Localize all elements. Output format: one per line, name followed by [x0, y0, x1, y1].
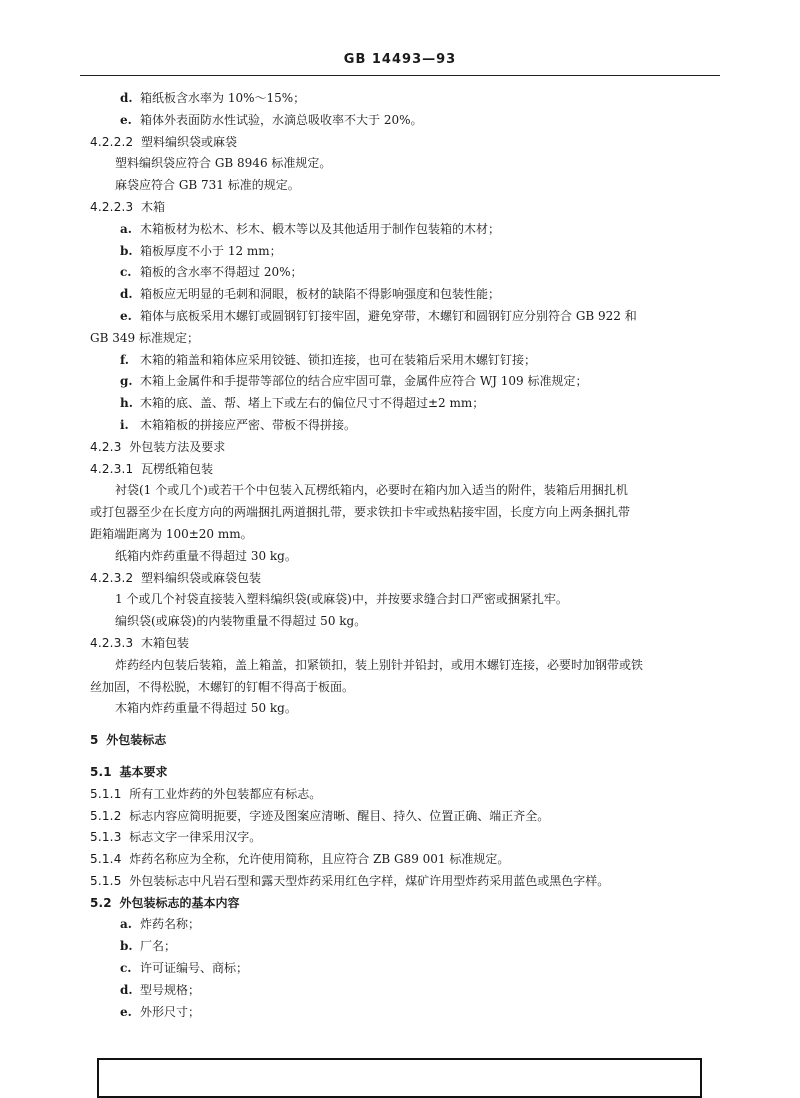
line-text: 塑料编织袋或麻袋 [141, 134, 238, 149]
list-item [90, 936, 730, 958]
line-text: 木箱 [141, 199, 166, 214]
document-body [90, 88, 730, 1023]
page-header-standard-number: GB 14493—93 [343, 52, 457, 67]
clause-line [90, 197, 730, 219]
line-text: 箱体外表面防水性试验，水滴总吸收率不大于 20%。 [140, 112, 423, 127]
clause-number: 5.1 [90, 764, 112, 779]
line-text: 木箱包装 [141, 635, 190, 650]
list-item-label: e. [120, 1004, 132, 1019]
clause-line [90, 730, 730, 752]
line-text: 箱体与底板采用木螺钉或圆钢钉钉接牢固，避免穿带，木螺钉和圆钢钉应分别符合 GB 922 和 [140, 308, 637, 323]
line-text: 塑料编织袋应符合 GB 8946 标准规定。 [115, 156, 332, 171]
clause-number: 4.2.3.2 [90, 570, 134, 585]
clause-number: 5 [90, 733, 99, 748]
clause-line [90, 871, 730, 893]
list-item [90, 1002, 730, 1024]
line-text: 瓦楞纸箱包装 [141, 461, 214, 476]
clause-number: 5.1.4 [90, 852, 122, 867]
line-text: 塑料编织袋或麻袋包装 [141, 570, 262, 585]
list-item [90, 980, 730, 1002]
line-text: 木箱上金属件和手提带等部位的结合应牢固可靠，金属件应符合 WJ 109 标准规定； [140, 374, 588, 389]
text-line [90, 524, 730, 546]
clause-number: 5.1.3 [90, 830, 122, 845]
line-text: 外形尺寸； [140, 1004, 201, 1019]
clause-number: 5.1.1 [90, 786, 122, 801]
list-item-label: b. [120, 243, 133, 258]
list-item-label: d. [120, 91, 133, 105]
section-heading: 外包装标志 [106, 733, 167, 748]
line-text: 外包装标志中凡岩石型和露天型炸药采用红色字样，煤矿许用型炸药采用蓝色或黑色字样。 [129, 873, 610, 888]
clause-number: 4.2.3.1 [90, 461, 134, 476]
clause-line [90, 849, 730, 871]
list-item-label: d. [120, 982, 133, 997]
list-item-label: e. [120, 308, 132, 323]
list-item [90, 393, 730, 415]
clause-line [90, 633, 730, 655]
line-text: 距箱端距离为 100±20 mm。 [90, 526, 253, 541]
list-item-label: b. [120, 939, 133, 954]
line-text: 箱纸板含水率为 10%～15%； [140, 91, 306, 105]
text-line [90, 698, 730, 720]
clause-number: 4.2.2.3 [90, 199, 134, 214]
clause-number: 4.2.3 [90, 439, 122, 454]
text-line [90, 677, 730, 699]
line-text: 麻袋应符合 GB 731 标准的规定。 [115, 178, 300, 193]
clause-number: 5.1.5 [90, 873, 122, 888]
text-line [90, 328, 730, 350]
spacer [133, 636, 141, 650]
list-item [90, 262, 730, 284]
line-text: 衬袋(1 个或几个)或若干个中包装入瓦楞纸箱内，必要时在箱内加入适当的附件，装箱后用捆扎机 [115, 483, 628, 498]
clause-line [90, 784, 730, 806]
line-text: 箱板应无明显的毛刺和洞眼，板材的缺陷不得影响强度和包装性能； [140, 287, 501, 302]
clause-line [90, 132, 730, 154]
list-item [90, 110, 730, 132]
line-text: 许可证编号、商标； [140, 961, 249, 976]
line-text: 木箱板材为松木、杉木、椴木等以及其他适用于制作包装箱的木材； [140, 221, 501, 236]
list-item [90, 219, 730, 241]
list-item [90, 88, 730, 110]
list-item-label: f. [120, 352, 129, 367]
list-item-label: c. [120, 265, 132, 280]
clause-number: 5.1.2 [90, 808, 122, 823]
line-text: 厂名； [140, 939, 177, 954]
line-text: 箱板厚度不小于 12 mm； [140, 243, 282, 258]
line-text: 标志文字一律采用汉字。 [129, 830, 262, 845]
line-text: 木箱箱板的拼接应严密、带板不得拼接。 [140, 417, 357, 432]
line-text: 炸药经内包装后装箱，盖上箱盖，扣紧锁扣，装上别针并铅封，或用木螺钉连接，必要时加钢带或铁 [115, 657, 644, 672]
section-heading: 外包装标志的基本内容 [119, 895, 240, 910]
clause-line [90, 437, 730, 459]
line-text: 或打包器至少在长度方向的两端捆扎两道捆扎带，要求铁扣卡牢或热粘接牢固，长度方向上两条捆扎带 [90, 505, 631, 520]
clause-line [90, 762, 730, 784]
list-item [90, 914, 730, 936]
spacer [112, 765, 120, 779]
list-item [90, 284, 730, 306]
section-heading: 基本要求 [119, 764, 168, 779]
text-line [90, 589, 730, 611]
list-item-label: e. [120, 112, 132, 127]
text-line [90, 546, 730, 568]
spacer [133, 462, 141, 476]
text-line [90, 502, 730, 524]
clause-line [90, 568, 730, 590]
clause-line [90, 806, 730, 828]
list-item [90, 415, 730, 437]
clause-line [90, 827, 730, 849]
list-item-label: d. [120, 287, 133, 302]
line-text: 型号规格； [140, 982, 201, 997]
footer-frame [97, 1058, 702, 1098]
list-item-label: c. [120, 961, 132, 976]
line-text: 所有工业炸药的外包装都应有标志。 [129, 786, 322, 801]
list-item-label: a. [120, 917, 132, 932]
line-text: 编织袋(或麻袋)的内装物重量不得超过 50 kg。 [115, 614, 367, 629]
list-item-label: g. [120, 374, 133, 389]
list-item [90, 241, 730, 263]
list-item [90, 371, 730, 393]
spacer [133, 200, 141, 214]
list-item-label: h. [120, 396, 133, 411]
line-text: 标志内容应简明扼要，字迹及图案应清晰、醒目、持久、位置正确、端正齐全。 [129, 808, 550, 823]
clause-line [90, 893, 730, 915]
list-item-label: a. [120, 221, 132, 236]
text-line [90, 153, 730, 175]
line-text: 木箱的底、盖、帮、堵上下或左右的偏位尺寸不得超过±2 mm； [140, 396, 485, 411]
text-line [90, 175, 730, 197]
spacer [112, 896, 120, 910]
text-line [90, 611, 730, 633]
line-text: 丝加固，不得松脱，木螺钉的钉帽不得高于板面。 [90, 679, 355, 694]
text-line [90, 480, 730, 502]
paragraph-gap [90, 720, 730, 730]
spacer [133, 135, 141, 149]
line-text: 木箱的箱盖和箱体应采用铰链、锁扣连接，也可在装箱后采用木螺钉钉接； [140, 352, 537, 367]
line-text: 外包装方法及要求 [129, 439, 226, 454]
clause-number: 4.2.3.3 [90, 635, 134, 650]
list-item [90, 306, 730, 328]
list-item [90, 350, 730, 372]
line-text: 炸药名称应为全称，允许使用简称，且应符合 ZB G89 001 标准规定。 [129, 852, 510, 867]
line-text: 炸药名称； [140, 917, 201, 932]
paragraph-gap [90, 752, 730, 762]
spacer [133, 571, 141, 585]
text-line [90, 655, 730, 677]
list-item [90, 958, 730, 980]
line-text: GB 349 标准规定； [90, 330, 199, 345]
line-text: 纸箱内炸药重量不得超过 30 kg。 [115, 548, 297, 563]
line-text: 木箱内炸药重量不得超过 50 kg。 [115, 701, 297, 716]
line-text: 箱板的含水率不得超过 20%； [140, 265, 303, 280]
clause-line [90, 459, 730, 481]
list-item-label: i. [120, 417, 129, 432]
line-text: 1 个或几个衬袋直接装入塑料编织袋(或麻袋)中，并按要求缝合封口严密或捆紧扎牢。 [115, 592, 568, 607]
header-divider [80, 75, 720, 76]
clause-number: 4.2.2.2 [90, 134, 134, 149]
clause-number: 5.2 [90, 895, 112, 910]
